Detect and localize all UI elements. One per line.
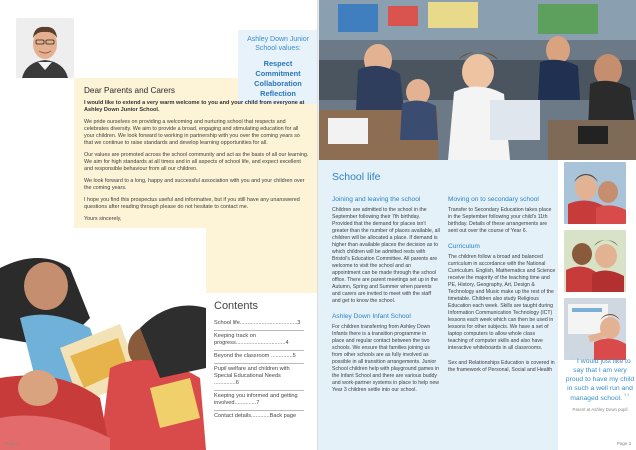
letter-paragraph: I hope you find this prospectus useful and informative, but if you still have any unanswered questions after reading through please do not hesitate to contact me.: [84, 197, 300, 211]
page-spine: [317, 0, 319, 450]
children-smiling-photo: [564, 230, 626, 292]
children-reading-photo: [0, 228, 206, 450]
boy-with-whiteboard-photo: [564, 298, 626, 360]
curriculum-heading: Curriculum: [448, 243, 480, 250]
toc-item[interactable]: Keeping you informed and getting involved..............7: [214, 391, 304, 411]
letter-lead: I would like to extend a very warm welcome to you and your child from everyone at Ashley Down Junior School.: [84, 100, 305, 114]
page-number: Page 3: [616, 441, 631, 446]
secondary-heading: Moving on to secondary school: [448, 196, 539, 203]
values-title: Ashley Down Junior School values:: [247, 36, 309, 52]
infant-heading: Ashley Down Infant School: [332, 313, 411, 320]
value-item: Reflection: [260, 89, 296, 98]
contents-list: [214, 300, 304, 423]
girls-laughing-photo: [564, 162, 626, 224]
value-item: Respect: [263, 59, 293, 68]
value-item: Commitment: [255, 69, 301, 78]
joining-body: Children are admitted to the school in the September following their 7th birthday. Provided that the demand for places isn't greater than the number of places available, all children will be allocated a place. If demand is higher than available places the decision as to which children will be admitted rests with Bristol's Education Committee. All parents are welcome to visit the school and an appointment can be made through the school office. There are parent meetings set up in the Autumn, Spring and Summer when parents and carers are invited to meet with the staff and get to know the school.: [332, 207, 440, 304]
joining-heading: Joining and leaving the school: [332, 196, 421, 203]
toc-item[interactable]: Contact details............Back page: [214, 413, 297, 419]
infant-body: For children transferring from Ashley Down Infants there is a transition programme in place and regular contact between the two schools. We ensure that families joining us from other schools are as fully involved as possible in all transition arrangements. Junior School children help with playground games in the Infant School and there are various buddy and work-partner systems in place to help new Year 3 children settle into our school.: [332, 324, 439, 393]
headteacher-portrait: [16, 18, 74, 78]
quote-source: Parent at Ashley Down pupil: [572, 407, 628, 412]
toc-item[interactable]: School life.....................................3: [214, 318, 304, 331]
welcome-letter: [84, 86, 309, 228]
secondary-body: Transfer to Secondary Education takes place in the September following your child's 11th birthday. Details of these arrangements are sent out over the course of Year 6.: [448, 207, 552, 234]
toc-item[interactable]: Beyond the classroom ..............5: [214, 351, 304, 364]
parent-quote: [564, 356, 636, 413]
curriculum-body-2: Sex and Relationships Education is covered in the framework of Personal, Social and Health: [448, 360, 555, 373]
quote-body: I would just like to say that I am very proud to have my child in such a well run and managed school.: [565, 358, 635, 402]
text-column-right: [448, 196, 556, 382]
quote-text: [564, 356, 636, 403]
contents-title: Contents: [214, 300, 259, 312]
thumbnail-photos: [564, 162, 630, 366]
value-item: Collaboration: [254, 79, 302, 88]
letter-paragraph: We look forward to a long, happy and successful association with you and your children over the coming years.: [84, 178, 305, 192]
close-quote-icon: ❜❜: [623, 392, 630, 402]
right-page: [318, 0, 636, 450]
letter-paragraph: We pride ourselves on providing a welcoming and nurturing school that respects and celebrates diversity. We aim to provide a broad, engaging and stimulating education for all your children. We look forward to working in partnership with you over the coming years so that we continue to raise standards and develop learning opportunities for all.: [84, 119, 300, 147]
letter-closing: Yours sincerely,: [84, 216, 122, 223]
toc-item[interactable]: Keeping track on progress................................4: [214, 331, 304, 351]
classroom-photo: [318, 0, 636, 160]
section-title: School life: [332, 171, 381, 183]
letter-paragraph: Our values are promoted across the school community and act as the basis of all our learning. We aim for high standards at all times and in all aspects of school life, and expect excellent and responsible behaviour from all our children.: [84, 152, 309, 173]
open-quote-icon: ❛❛: [569, 355, 576, 365]
page-number: Page 2: [5, 441, 20, 446]
toc-item[interactable]: Pupil welfare and children with Special Educational Needs ..............6: [214, 364, 304, 391]
text-column-left: [332, 196, 440, 402]
curriculum-body: The children follow a broad and balanced curriculum in accordance with the National Curriculum. English, Mathematics and Science receive the majority of the teaching time and PE, History, Geography, Art, Design & Technology and Music make up the rest of the timetable. Children also study Religious Education each week. Skills are taught during Information Communication Technology (ICT) lessons each week which can then be used in lessons for other subjects. We have a set of laptop computers to allow whole class teaching of computer skills and also have interactive whiteboards in all classrooms.: [448, 254, 556, 351]
letter-salutation: Dear Parents and Carers: [84, 86, 176, 95]
